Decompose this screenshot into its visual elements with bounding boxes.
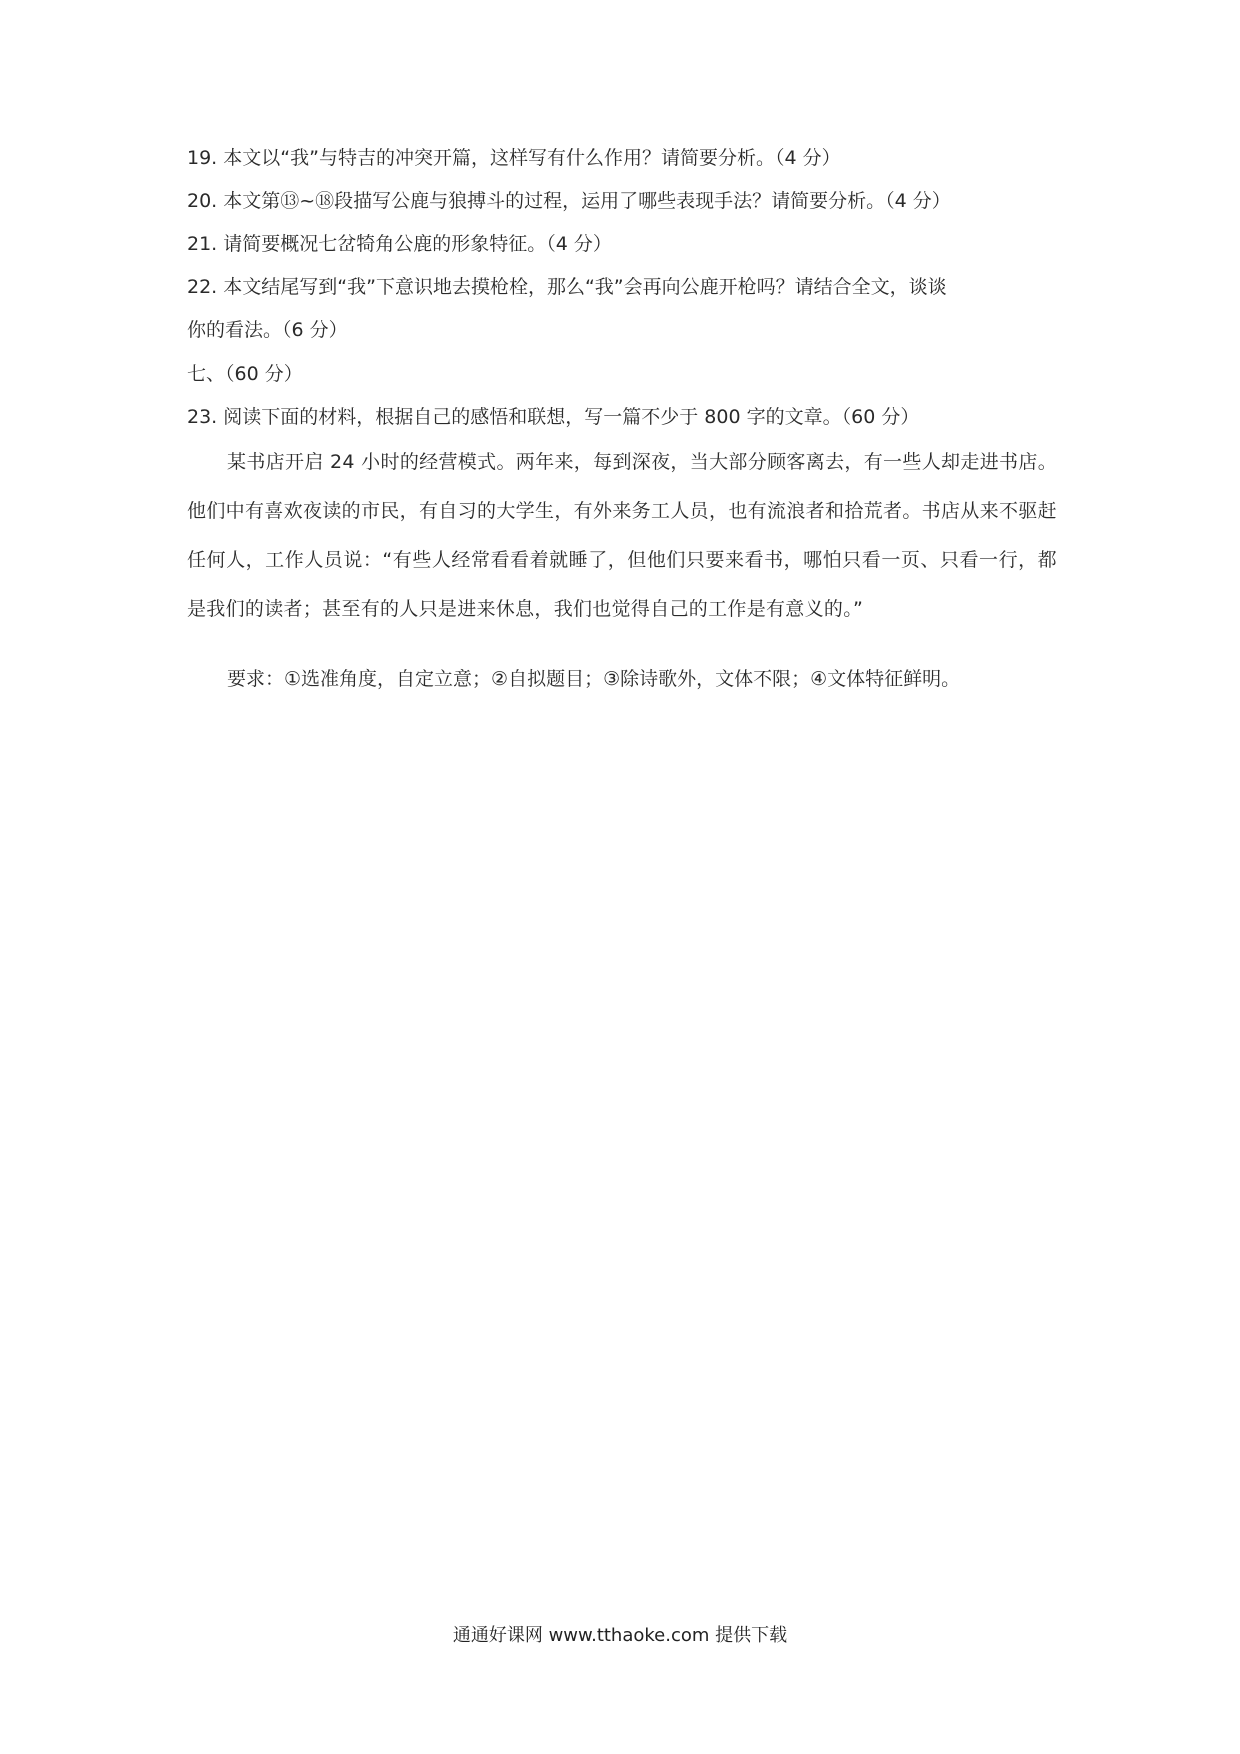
- question-22-line-1: 22. 本文结尾写到“我”下意识地去摸枪栓，那么“我”会再向公鹿开枪吗？请结合全文，谈谈: [187, 276, 947, 298]
- question-20: 20. 本文第⑬~⑱段描写公鹿与狼搏斗的过程，运用了哪些表现手法？请简要分析。（4 分）: [187, 190, 951, 212]
- essay-requirements: 要求：①选准角度，自定立意；②自拟题目；③除诗歌外，文体不限；④文体特征鲜明。: [227, 668, 961, 690]
- question-23: 23. 阅读下面的材料，根据自己的感悟和联想，写一篇不少于 800 字的文章。（60 分）: [187, 406, 920, 428]
- essay-material: 某书店开启 24 小时的经营模式。两年来，每到深夜，当大部分顾客离去，有一些人却走进书店。他们中有喜欢夜读的市民，有自习的大学生，有外来务工人员，也有流浪者和拾荒者。书店从来不驱赶任何人，工作人员说：“有些人经常看看着就睡了，但他们只要来看书，哪怕只看一页、只看一行，都是我们的读者；甚至有的人只是进来休息，我们也觉得自己的工作是有意义的。”: [187, 451, 1057, 620]
- question-19: 19. 本文以“我”与特吉的冲突开篇，这样写有什么作用？请简要分析。（4 分）: [187, 147, 841, 169]
- question-21: 21. 请简要概况七岔犄角公鹿的形象特征。（4 分）: [187, 233, 612, 255]
- section-7-heading: 七、（60 分）: [187, 363, 303, 385]
- question-22-line-2: 你的看法。（6 分）: [187, 319, 348, 341]
- page-footer: 通通好课网 www.tthaoke.com 提供下载: [452, 1625, 788, 1646]
